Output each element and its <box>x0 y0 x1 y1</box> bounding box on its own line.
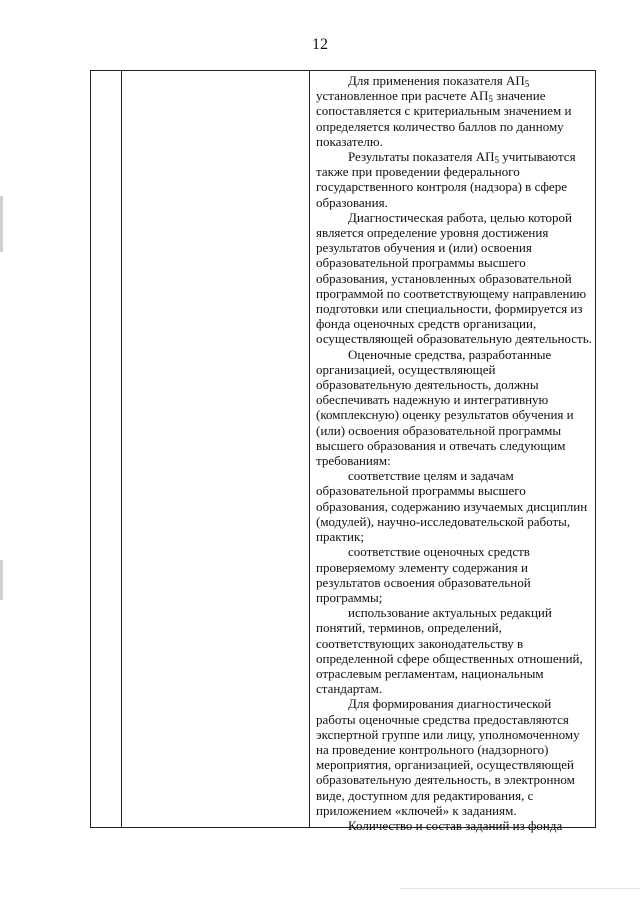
document-table <box>90 70 596 833</box>
paragraph-ap5-application: Для применения показателя $АП_5$ установленное при расчете $АП_5$ значение сопоставляется с критериальным значением и определяется количество баллов по данному показателю. <box>316 73 572 149</box>
paragraph-assessment-tools: Оценочные средства, разработанные организацией, осуществляющей образовательную деятельность, должны обеспечивать надежную и интегративную (комплексную) оценку результатов обучения и (или) освоения образовательной программы высшего образования и отвечать следующим требованиям: <box>316 346 574 469</box>
page-number: 12 <box>312 36 328 53</box>
paragraph-requirement-1: соответствие целям и задачам образовательной программы высшего образования, содержанию изучаемых дисциплин (модулей), научно-исследовательской работы, практик; <box>316 468 588 545</box>
scan-bottom-shade <box>400 888 640 889</box>
table-column-divider <box>121 71 122 827</box>
scan-edge-mark <box>0 196 3 252</box>
paragraph-diagnostic-work: Диагностическая работа, целью которой является определение уровня достижения результатов обучения и (или) освоения образовательной программы высшего образования, установленных образовательной программой по соответствующему направлению подготовки или специальности, формируется из фонда оценочных средств организации, осуществляющей образовательную деятельность. <box>316 209 592 347</box>
table-column-divider <box>309 71 310 827</box>
paragraph-formation: Для формирования диагностической работы оценочные средства предоставляются экспертной группе или лицу, уполномоченному на проведение контрольного (надзорного) мероприятия, организацией, осуществляющей образовательную деятельность, в электронном виде, доступном для редактирования, с приложением «ключей» к заданиям. <box>316 696 580 818</box>
table-text-cell <box>316 73 594 833</box>
paragraph-task-count: Количество и состав заданий из фонда <box>348 817 563 833</box>
paragraph-requirement-2: соответствие оценочных средств проверяемому элементу содержания и результатов освоения образовательной программы; <box>316 544 531 605</box>
paragraph-ap5-results: Результаты показателя $АП_5$ учитываются также при проведении федерального государственного контроля (надзора) в сфере образования. <box>316 149 576 210</box>
scan-edge-mark <box>0 560 3 600</box>
paragraph-requirement-3: использование актуальных редакций понятий, терминов, определений, соответствующих законодательству в определенной сфере общественных отношений, отраслевым регламентам, национальным стандартам. <box>316 605 583 697</box>
